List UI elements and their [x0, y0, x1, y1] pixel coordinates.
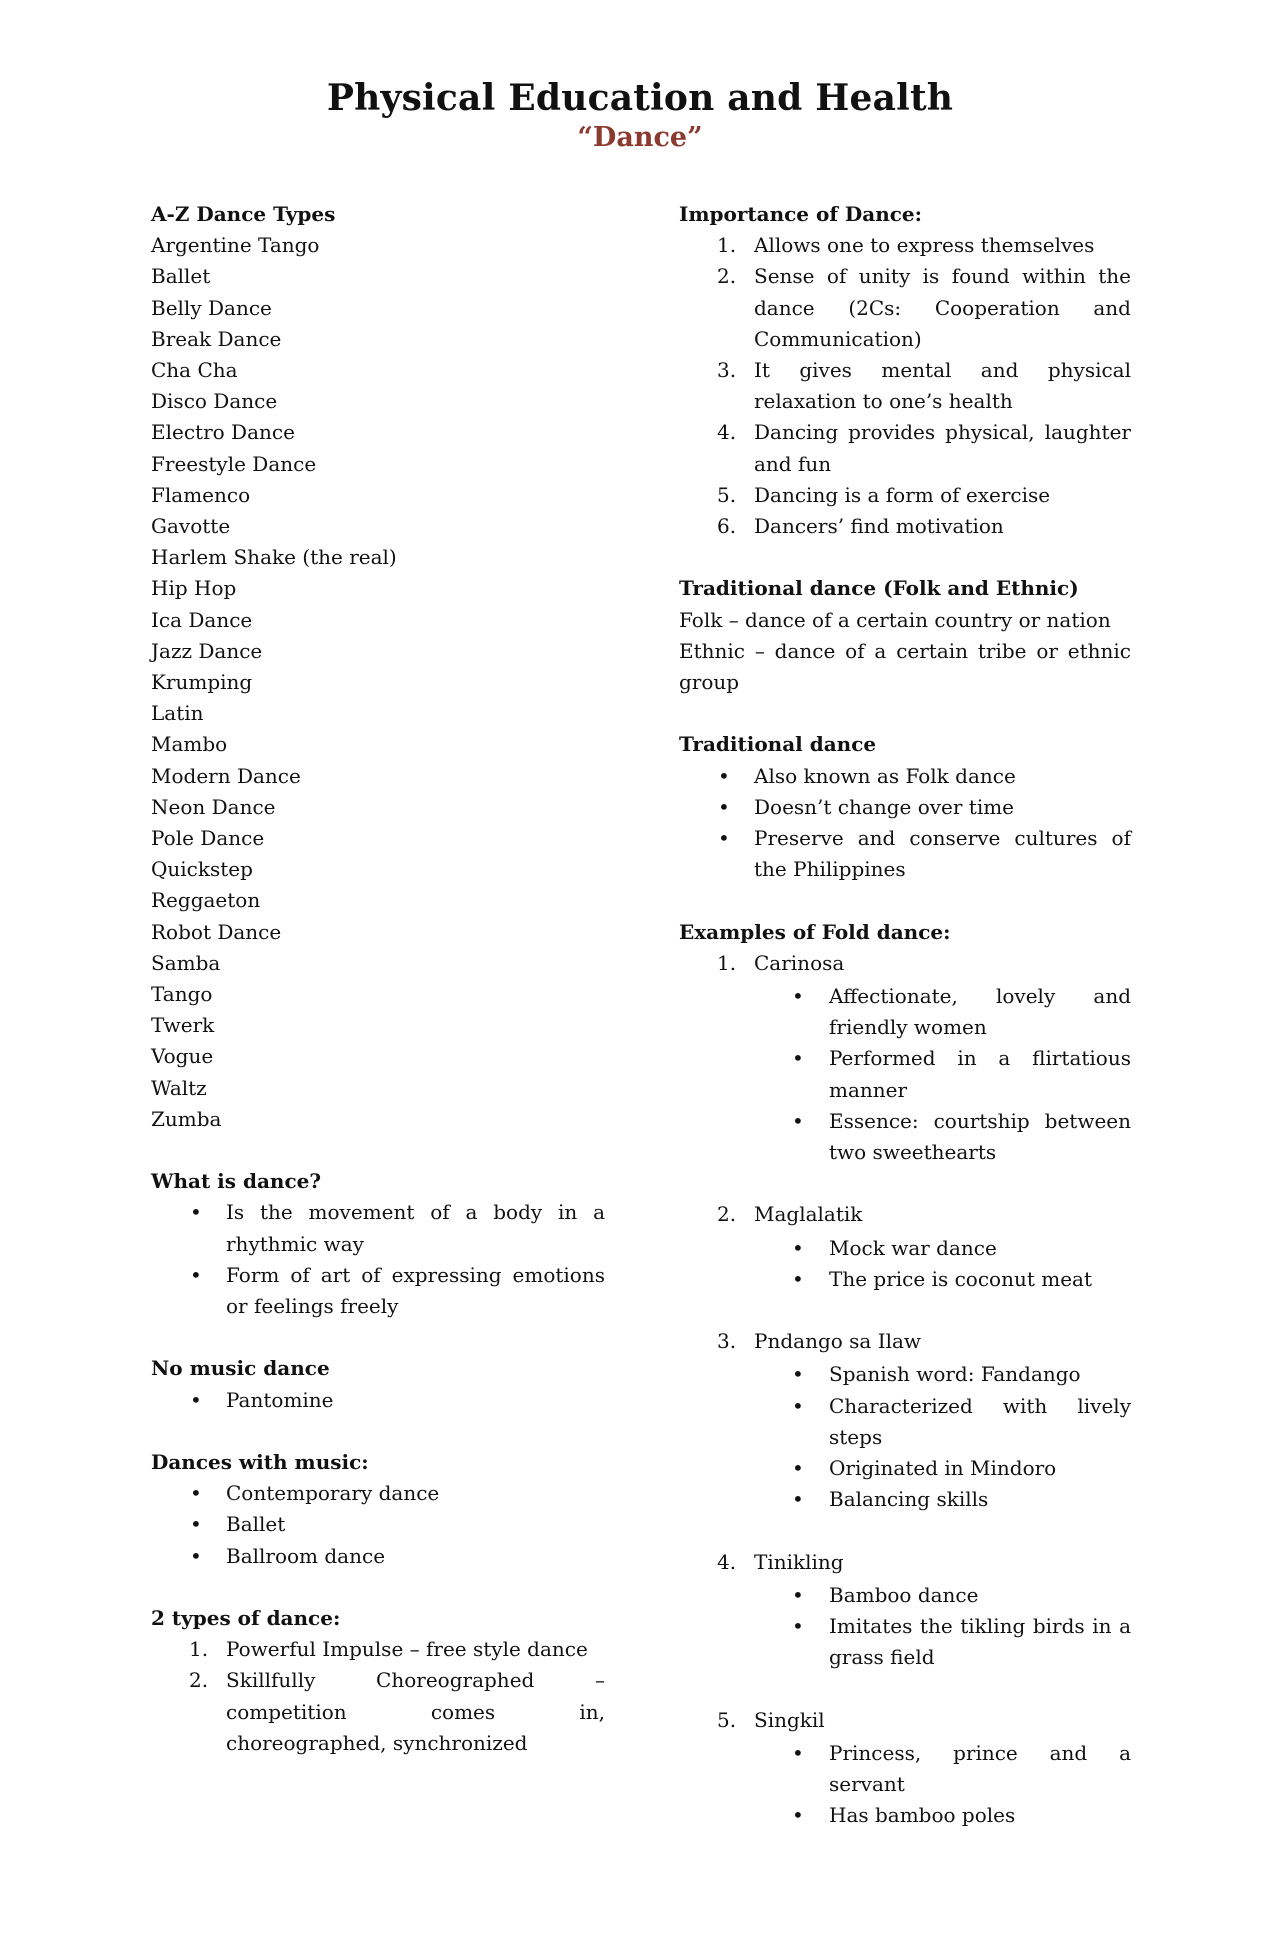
with-music-list [151, 1478, 605, 1572]
bullet-icon: • [718, 826, 730, 851]
list-item: Freestyle Dance [151, 451, 317, 476]
list-item: • Has bamboo poles [679, 1800, 1131, 1831]
bullet-icon: • [792, 1046, 804, 1071]
list-item: Disco Dance [151, 389, 278, 414]
list-item: • Mock war dance [679, 1233, 1131, 1264]
no-music-heading: No music dance [151, 1356, 330, 1381]
bullet-icon: • [190, 1387, 202, 1412]
list-item: • Preserve and conserve cultures of the Philippines [679, 823, 1131, 885]
list-item: • Pantomine [151, 1385, 605, 1416]
traditional2-list [679, 761, 1131, 886]
ethnic-definition: Ethnic – dance of a certain tribe or ethnic group [679, 638, 1131, 695]
examples-list [679, 948, 1131, 1832]
list-item: Ballet [151, 264, 211, 289]
list-item: Samba [151, 950, 221, 975]
what-is-dance-heading: What is dance? [151, 1169, 322, 1194]
example-item: 5. Singkil • Princess, prince and a servant • Has bamboo poles [679, 1705, 1131, 1832]
list-item: • Characterized with lively steps [679, 1391, 1131, 1453]
page-title: Physical Education and Health [326, 77, 954, 119]
bullet-icon: • [718, 763, 730, 788]
bullet-icon: • [792, 1362, 804, 1387]
traditional2-heading: Traditional dance [679, 732, 877, 757]
importance-list [679, 230, 1131, 542]
list-item: • Spanish word: Fandango [679, 1359, 1131, 1390]
list-item: Twerk [151, 1013, 215, 1038]
example-item: 2. Maglalatik • Mock war dance • The price is coconut meat [679, 1199, 1131, 1295]
list-item: 3. It gives mental and physical relaxation to one’s health [717, 358, 1131, 414]
list-item: Quickstep [151, 857, 253, 882]
bullet-icon: • [190, 1481, 202, 1506]
bullet-icon: • [792, 1266, 804, 1291]
list-item: Belly Dance [151, 295, 272, 320]
list-item: Robot Dance [151, 919, 282, 944]
az-heading: A-Z Dance Types [151, 202, 336, 226]
list-item: • Princess, prince and a servant [679, 1738, 1131, 1800]
list-item: Ica Dance [151, 607, 253, 632]
example-item: 4. Tinikling • Bamboo dance • Imitates the tikling birds in a grass field [679, 1547, 1131, 1674]
no-music-list [151, 1385, 605, 1416]
list-item: Waltz [151, 1075, 207, 1100]
importance-heading: Importance of Dance: [679, 202, 923, 226]
az-dance-list [151, 230, 605, 1135]
list-item: • Ballet [151, 1509, 605, 1540]
list-item: Argentine Tango [151, 233, 320, 258]
list-item: Jazz Dance [151, 638, 263, 663]
bullet-icon: • [792, 1393, 804, 1418]
bullet-icon: • [792, 1456, 804, 1481]
example-item: 1. Carinosa • Affectionate, lovely and friendly women • Performed in a flirtatious manner • Essence: courtship between two sweethearts [679, 948, 1131, 1168]
list-item: • Essence: courtship between two sweethearts [679, 1106, 1131, 1168]
list-item: • Balancing skills [679, 1484, 1131, 1515]
list-item: Pole Dance [151, 826, 265, 851]
list-item: • Also known as Folk dance [679, 761, 1131, 792]
list-item: 2. Skillfully Choreographed – competition comes in, choreographed, synchronized [189, 1668, 605, 1755]
types-heading: 2 types of dance: [151, 1606, 341, 1631]
list-item: 4. Dancing provides physical, laughter and fun [717, 420, 1131, 476]
page-subtitle: “Dance” [577, 122, 703, 153]
list-item: • Ballroom dance [151, 1541, 605, 1572]
left-column [151, 199, 605, 1759]
right-column [679, 199, 1131, 1831]
examples-heading: Examples of Fold dance: [679, 919, 951, 944]
list-item: Harlem Shake (the real) [151, 545, 397, 570]
bullet-icon: • [792, 1582, 804, 1607]
list-item: • Affectionate, lovely and friendly women [679, 981, 1131, 1043]
list-item: • Originated in Mindoro [679, 1453, 1131, 1484]
bullet-icon: • [190, 1512, 202, 1537]
list-item: Gavotte [151, 514, 231, 539]
list-item: • Form of art of expressing emotions or feelings freely [151, 1260, 605, 1322]
list-item: 1. Allows one to express themselves [717, 233, 1095, 258]
bullet-icon: • [718, 794, 730, 819]
list-item: 5. Dancing is a form of exercise [717, 482, 1051, 507]
bullet-icon: • [792, 1108, 804, 1133]
bullet-icon: • [792, 984, 804, 1009]
list-item: Break Dance [151, 326, 282, 351]
list-item: 6. Dancers’ find motivation [717, 514, 1004, 539]
what-is-dance-list [151, 1197, 605, 1322]
folk-definition: Folk – dance of a certain country or nation [679, 607, 1111, 632]
bullet-icon: • [792, 1235, 804, 1260]
list-item: Modern Dance [151, 763, 301, 788]
bullet-icon: • [792, 1487, 804, 1512]
bullet-icon: • [190, 1262, 202, 1287]
list-item: • Bamboo dance [679, 1580, 1131, 1611]
list-item: Latin [151, 701, 204, 726]
example-item: 3. Pndango sa Ilaw • Spanish word: Fandango • Characterized with lively steps • Originated in Mindoro • Balancing skills [679, 1326, 1131, 1515]
list-item: 2. Sense of unity is found within the dance (2Cs: Cooperation and Communication) [717, 264, 1131, 351]
bullet-icon: • [190, 1200, 202, 1225]
list-item: Neon Dance [151, 794, 276, 819]
list-item: Zumba [151, 1106, 222, 1131]
list-item: Krumping [151, 670, 253, 695]
list-item: • The price is coconut meat [679, 1264, 1131, 1295]
bullet-icon: • [792, 1614, 804, 1639]
traditional-heading: Traditional dance (Folk and Ethnic) [679, 576, 1079, 601]
bullet-icon: • [190, 1543, 202, 1568]
list-item: • Imitates the tikling birds in a grass field [679, 1611, 1131, 1673]
list-item: Flamenco [151, 482, 251, 507]
list-item: Electro Dance [151, 420, 295, 445]
list-item: • Performed in a flirtatious manner [679, 1043, 1131, 1105]
list-item: • Doesn’t change over time [679, 792, 1131, 823]
with-music-heading: Dances with music: [151, 1450, 369, 1475]
list-item: Mambo [151, 732, 228, 757]
list-item: Tango [151, 982, 213, 1007]
list-item: Reggaeton [151, 888, 261, 913]
types-list [151, 1634, 605, 1759]
list-item: • Is the movement of a body in a rhythmic way [151, 1197, 605, 1259]
bullet-icon: • [792, 1740, 804, 1765]
list-item: • Contemporary dance [151, 1478, 605, 1509]
list-item: Cha Cha [151, 358, 238, 383]
bullet-icon: • [792, 1803, 804, 1828]
list-item: 1. Powerful Impulse – free style dance [189, 1637, 588, 1662]
list-item: Hip Hop [151, 576, 237, 601]
list-item: Vogue [151, 1044, 214, 1069]
